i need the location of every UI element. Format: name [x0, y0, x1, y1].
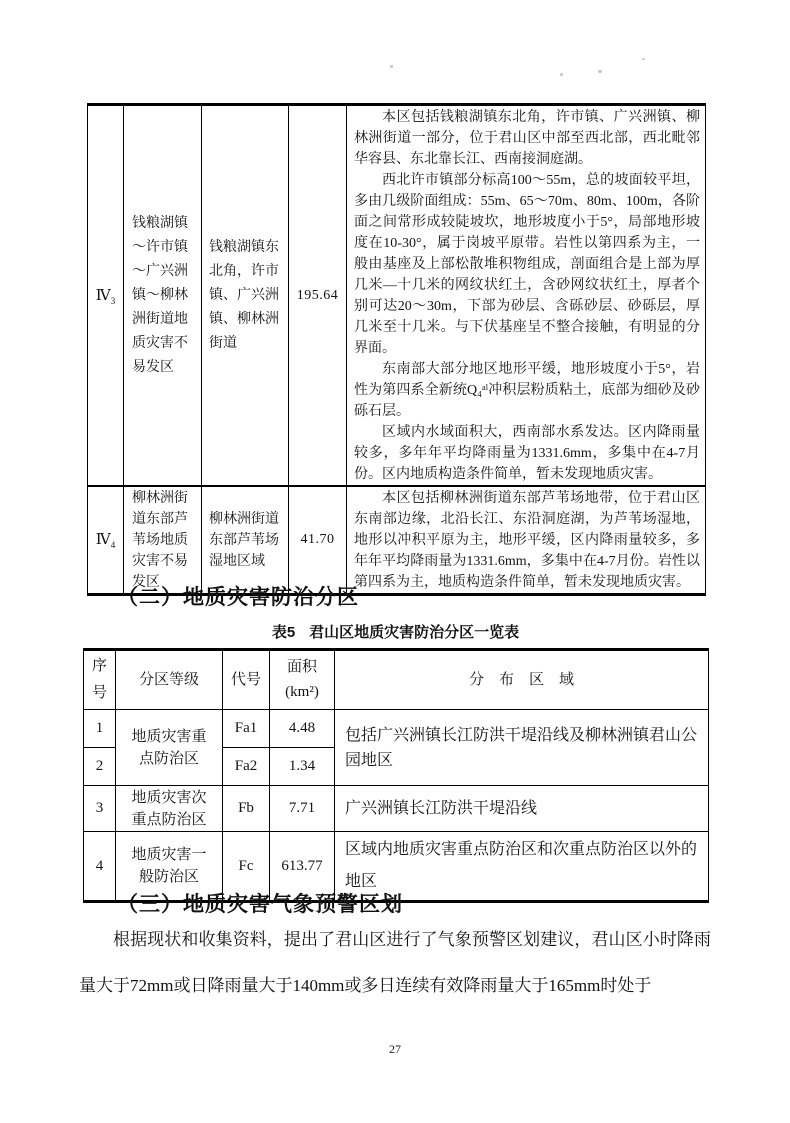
zone-id: Ⅳ [95, 532, 111, 548]
table5-caption-label: 表5 [271, 624, 296, 641]
zone-name-cell: 钱粮湖镇～许市镇～广兴洲镇～柳林洲街道地质灾害不易发区 [124, 105, 202, 487]
description-paragraph: 本区包括柳林洲街道东部芦苇场地带，位于君山区东南部边缘，北沿长江、东沿洞庭湖，为芦苇场湿地，地形以冲积平原为主，地形平缓，区内降雨量较多，多年年平均降雨量为1331.6mm，多集中在4-7月份。岩性以第四系为主，地质构造条件简单，暂未发现地质灾害。 [354, 491, 700, 590]
row-no-cell: 4 [84, 832, 116, 902]
row-code-cell: Fa2 [223, 748, 270, 786]
row-area-cell: 4.48 [270, 710, 335, 748]
zone-area-cell: 195.64 [289, 105, 347, 487]
table-row [88, 105, 706, 487]
zone-description-cell [347, 105, 706, 487]
zone-description-cell [347, 486, 706, 595]
row-no-cell: 3 [84, 786, 116, 832]
section-heading-weather-warning: （三）地质灾害气象预警区划 [117, 893, 403, 916]
body-paragraph: 根据现状和收集资料，提出了君山区进行了气象预警区划建议，君山区小时降雨量大于72mm或日降雨量大于140mm或多日连续有效降雨量大于165mm时处于 [79, 930, 711, 995]
row-grade-cell: 地质灾害重点防治区 [116, 710, 223, 786]
header-area [270, 650, 335, 710]
row-grade-cell: 地质灾害一般防治区 [116, 832, 223, 902]
row-distribution-cell: 包括广兴洲镇长江防洪干堤沿线及柳林洲镇君山公园地区 [335, 710, 709, 786]
table-header-row [84, 650, 709, 710]
table5-caption-title: 君山区地质灾害防治分区一览表 [309, 624, 520, 641]
table-row [88, 486, 706, 595]
header-code: 代号 [223, 650, 270, 710]
row-no-cell: 1 [84, 710, 116, 748]
description-paragraph: 东南部大部分地区地形平缓，地形坡度小于5°，岩性为第四系全新统Q₄ᵃˡ冲积层粉质粘土，底部为细砂及砂砾石层。 [354, 362, 700, 419]
zone-id-subscript: 3 [110, 295, 116, 306]
description-paragraph: 本区包括钱粮湖镇东北角，许市镇、广兴洲镇、柳林洲街道一部分，位于君山区中部至西北部，西北毗邻华容县、东北靠长江、西南接洞庭湖。 [354, 110, 700, 167]
zone-area-cell: 41.70 [289, 486, 347, 595]
row-grade-cell: 地质灾害次重点防治区 [116, 786, 223, 832]
header-area-line2: (km²) [285, 684, 319, 700]
susceptibility-zoning-table [87, 103, 706, 596]
table-row [84, 786, 709, 832]
row-area-cell: 613.77 [270, 832, 335, 902]
row-distribution-cell: 广兴洲镇长江防洪干堤沿线 [335, 786, 709, 832]
header-area-line1: 面积 [286, 659, 317, 675]
description-paragraph: 西北许市镇部分标高100～55m，总的坡面较平坦，多由几级阶面组成：55m、65～70m、80m、100m，各阶面之间常形成较陡坡坎，地形坡度小于5°，局部地形坡度在10-30°，属于岗坡平原带。岩性以第四系为主，一般由基座及上部松散堆积物组成，剖面组合是上部为厚几米—十几米的网纹状红土，含砂网纹状红土，厚者个别可达20～30m，下部为砂层、含砾砂层、砂砾层，厚几米至十几米。与下伏基座呈不整合接触，有明显的分界面。 [354, 173, 700, 356]
zone-id-cell [88, 105, 124, 487]
scan-artifact [598, 70, 602, 73]
zone-id: Ⅳ [95, 287, 111, 304]
row-code-cell: Fa1 [223, 710, 270, 748]
scan-artifact [390, 65, 393, 68]
scan-artifact [560, 73, 563, 76]
section-heading-prevention-zoning: （二）地质灾害防治分区 [117, 586, 359, 609]
row-code-cell: Fc [223, 832, 270, 902]
scan-artifact [642, 58, 645, 60]
row-area-cell: 7.71 [270, 786, 335, 832]
header-no: 序号 [84, 650, 116, 710]
page-number: 27 [389, 1042, 401, 1056]
row-no-cell: 2 [84, 748, 116, 786]
zone-name-cell: 柳林洲街道东部芦苇场地质灾害不易发区 [124, 486, 202, 595]
prevention-zoning-table [83, 648, 709, 903]
row-code-cell: Fb [223, 786, 270, 832]
row-distribution-cell: 区域内地质灾害重点防治区和次重点防治区以外的地区 [335, 832, 709, 902]
header-grade: 分区等级 [116, 650, 223, 710]
table-row [84, 710, 709, 748]
zone-location-cell: 柳林洲街道东部芦苇场湿地区域 [202, 486, 289, 595]
zone-id-subscript: 4 [110, 540, 116, 550]
row-area-cell: 1.34 [270, 748, 335, 786]
table5-caption [83, 621, 708, 642]
zone-id-cell [88, 486, 124, 595]
header-distribution: 分 布 区 域 [335, 650, 709, 710]
description-paragraph: 区域内水域面积大，西南部水系发达。区内降雨量较多，多年年平均降雨量为1331.6mm，多集中在4-7月份。区内地质构造条件简单，暂未发现地质灾害。 [354, 425, 700, 482]
zone-location-cell: 钱粮湖镇东北角，许市镇、广兴洲镇、柳林洲街道 [202, 105, 289, 487]
